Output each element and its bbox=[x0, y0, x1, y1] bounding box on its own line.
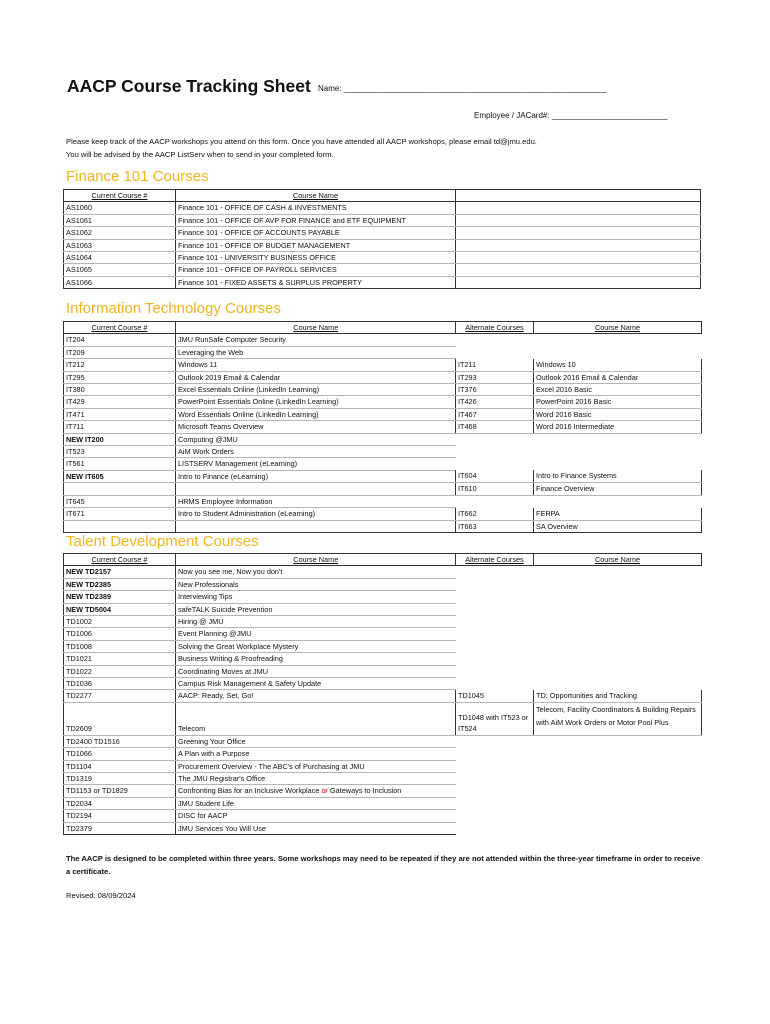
course-name-a: Confronting Bias for an Inclusive Workplace bbox=[178, 786, 320, 796]
table-row bbox=[64, 214, 701, 226]
course-name: AACP: Ready, Set, Go! bbox=[176, 690, 456, 702]
table-row bbox=[64, 810, 702, 822]
alternate-course-name bbox=[534, 495, 702, 507]
course-number bbox=[64, 520, 176, 532]
course-name: Hiring @ JMU bbox=[176, 616, 456, 628]
alternate-course-number bbox=[456, 578, 534, 590]
alternate-course-name bbox=[534, 616, 702, 628]
course-name: Solving the Great Workplace Mystery bbox=[176, 640, 456, 652]
table-row bbox=[64, 591, 702, 603]
course-name: A Plan with a Purpose bbox=[176, 748, 456, 760]
alternate-course-number bbox=[456, 628, 534, 640]
table-row bbox=[64, 566, 702, 578]
course-number: AS1064 bbox=[64, 252, 176, 264]
course-name: Finance 101 - OFFICE OF ACCOUNTS PAYABLE bbox=[176, 227, 456, 239]
alternate-course-number: IT662 bbox=[456, 508, 534, 520]
course-name: Outlook 2019 Email & Calendar bbox=[176, 371, 456, 383]
alternate-course-number: TD1045 bbox=[456, 690, 534, 702]
table-row bbox=[64, 735, 702, 747]
alternate-course-number: IT211 bbox=[456, 359, 534, 371]
table-row bbox=[64, 690, 702, 702]
course-name: Coordinating Moves at JMU bbox=[176, 665, 456, 677]
alternate-course-number: IT467 bbox=[456, 408, 534, 420]
checkbox-cell bbox=[456, 214, 701, 226]
course-name: Leveraging the Web bbox=[176, 346, 456, 358]
table-row bbox=[64, 359, 702, 371]
course-number: AS1065 bbox=[64, 264, 176, 276]
course-number: NEW IT200 bbox=[64, 433, 176, 445]
alternate-course-number bbox=[456, 334, 534, 346]
alternate-course-name: Excel 2016 Basic bbox=[534, 384, 702, 396]
course-number: IT561 bbox=[64, 458, 176, 470]
alternate-course-number bbox=[456, 822, 534, 834]
course-number: AS1066 bbox=[64, 276, 176, 288]
course-number: TD2609 bbox=[64, 702, 176, 735]
checkbox-cell bbox=[456, 264, 701, 276]
course-number: IT429 bbox=[64, 396, 176, 408]
course-number: AS1063 bbox=[64, 239, 176, 251]
or-connector: or bbox=[321, 786, 328, 796]
course-name bbox=[176, 483, 456, 495]
course-name: Campus Risk Management & Safety Update bbox=[176, 678, 456, 690]
checkbox-cell bbox=[456, 239, 701, 251]
course-number: AS1062 bbox=[64, 227, 176, 239]
course-number: TD2034 bbox=[64, 797, 176, 809]
course-number: IT209 bbox=[64, 346, 176, 358]
col-header-course-number: Current Course # bbox=[64, 554, 176, 566]
alternate-course-number: IT468 bbox=[456, 421, 534, 433]
table-row bbox=[64, 578, 702, 590]
table-row bbox=[64, 772, 702, 784]
table-row bbox=[64, 421, 702, 433]
course-number: IT471 bbox=[64, 408, 176, 420]
course-number: IT645 bbox=[64, 495, 176, 507]
table-row bbox=[64, 797, 702, 809]
alternate-course-number bbox=[456, 433, 534, 445]
course-name: Word Essentials Online (LinkedIn Learning) bbox=[176, 408, 456, 420]
course-name: safeTALK Suicide Prevention bbox=[176, 603, 456, 615]
name-field[interactable]: Name: ___________________________________________________________ bbox=[318, 84, 607, 93]
table-row bbox=[64, 822, 702, 834]
alternate-course-name bbox=[534, 458, 702, 470]
table-row bbox=[64, 628, 702, 640]
course-name: Windows 11 bbox=[176, 359, 456, 371]
it-heading: Information Technology Courses bbox=[66, 300, 281, 317]
course-number: TD1036 bbox=[64, 678, 176, 690]
course-name: Finance 101 - OFFICE OF BUDGET MANAGEMENT bbox=[176, 239, 456, 251]
col-header-course-name: Course Name bbox=[176, 554, 456, 566]
alternate-course-name bbox=[534, 591, 702, 603]
course-name: Greening Your Office bbox=[176, 735, 456, 747]
alternate-course-number bbox=[456, 458, 534, 470]
course-number-b: TD1829 bbox=[101, 786, 128, 796]
course-number: IT380 bbox=[64, 384, 176, 396]
course-number: TD1006 bbox=[64, 628, 176, 640]
col-header-blank bbox=[456, 190, 701, 202]
course-number: AS1060 bbox=[64, 202, 176, 214]
instructions-line-1: Please keep track of the AACP workshops you attend on this form. Once you have attended all AACP workshops, please email td@jmu.edu. bbox=[66, 137, 537, 146]
course-number: TD2277 bbox=[64, 690, 176, 702]
course-name: Telecom bbox=[176, 702, 456, 735]
col-header-course-number: Current Course # bbox=[64, 322, 176, 334]
alternate-course-name bbox=[534, 566, 702, 578]
course-name bbox=[176, 785, 456, 797]
col-header-course-name: Course Name bbox=[176, 322, 456, 334]
alternate-course-name bbox=[534, 446, 702, 458]
table-row bbox=[64, 508, 702, 520]
course-name: JMU Student Life bbox=[176, 797, 456, 809]
course-name: Microsoft Teams Overview bbox=[176, 421, 456, 433]
table-row bbox=[64, 408, 702, 420]
course-name: Finance 101 - UNIVERSITY BUSINESS OFFICE bbox=[176, 252, 456, 264]
table-row bbox=[64, 252, 701, 264]
course-number: IT523 bbox=[64, 446, 176, 458]
course-number bbox=[64, 785, 176, 797]
alternate-course-number bbox=[456, 591, 534, 603]
alternate-course-name bbox=[534, 678, 702, 690]
course-name: Finance 101 - OFFICE OF AVP FOR FINANCE and ETF EQUIPMENT bbox=[176, 214, 456, 226]
table-row bbox=[64, 346, 702, 358]
alternate-course-name bbox=[534, 748, 702, 760]
course-number: AS1061 bbox=[64, 214, 176, 226]
course-number: NEW TD2389 bbox=[64, 591, 176, 603]
alternate-course-name bbox=[534, 653, 702, 665]
or-connector: or bbox=[93, 786, 100, 796]
course-number: TD2194 bbox=[64, 810, 176, 822]
course-name: The JMU Registrar's Office bbox=[176, 772, 456, 784]
alternate-course-number: IT610 bbox=[456, 483, 534, 495]
alternate-course-number bbox=[456, 653, 534, 665]
finance-heading: Finance 101 Courses bbox=[66, 168, 209, 185]
checkbox-cell bbox=[456, 227, 701, 239]
col-header-alternate-name: Course Name bbox=[534, 322, 702, 334]
course-number bbox=[64, 483, 176, 495]
table-row bbox=[64, 384, 702, 396]
course-name: Intro to Student Administration (eLearning) bbox=[176, 508, 456, 520]
course-name: JMU RunSafe Computer Security bbox=[176, 334, 456, 346]
alternate-course-number bbox=[456, 735, 534, 747]
table-row bbox=[64, 470, 702, 482]
alternate-course-number: IT293 bbox=[456, 371, 534, 383]
course-number: NEW TD5004 bbox=[64, 603, 176, 615]
alternate-course-number: IT426 bbox=[456, 396, 534, 408]
col-header-course-name: Course Name bbox=[176, 190, 456, 202]
td-heading: Talent Development Courses bbox=[66, 533, 259, 550]
table-row bbox=[64, 495, 702, 507]
col-header-alternate-courses: Alternate Courses bbox=[456, 322, 534, 334]
table-row bbox=[64, 446, 702, 458]
alternate-course-name: Outlook 2016 Email & Calendar bbox=[534, 371, 702, 383]
alternate-course-number bbox=[456, 640, 534, 652]
course-name: PowerPoint Essentials Online (LinkedIn Learning) bbox=[176, 396, 456, 408]
course-name: Now you see me, Now you don't bbox=[176, 566, 456, 578]
alternate-course-name bbox=[534, 797, 702, 809]
alternate-course-name: Word 2016 Intermediate bbox=[534, 421, 702, 433]
table-row bbox=[64, 227, 701, 239]
alternate-course-number bbox=[456, 772, 534, 784]
course-name: Interviewing Tips bbox=[176, 591, 456, 603]
course-number: NEW TD2157 bbox=[64, 566, 176, 578]
finance-table bbox=[63, 189, 701, 289]
course-name: Finance 101 - OFFICE OF PAYROLL SERVICES bbox=[176, 264, 456, 276]
course-name: DISC for AACP bbox=[176, 810, 456, 822]
alternate-course-number bbox=[456, 760, 534, 772]
course-number: TD1104 bbox=[64, 760, 176, 772]
alternate-course-number bbox=[456, 603, 534, 615]
table-row bbox=[64, 371, 702, 383]
alternate-course-name bbox=[534, 822, 702, 834]
alternate-course-name bbox=[534, 760, 702, 772]
course-name bbox=[176, 520, 456, 532]
alternate-course-name: Intro to Finance Systems bbox=[534, 470, 702, 482]
col-header-course-number: Current Course # bbox=[64, 190, 176, 202]
page-title: AACP Course Tracking Sheet bbox=[67, 76, 311, 96]
course-number-a: TD1153 bbox=[66, 786, 92, 796]
checkbox-cell bbox=[456, 252, 701, 264]
course-number: NEW TD2385 bbox=[64, 578, 176, 590]
course-number: IT671 bbox=[64, 508, 176, 520]
course-name-b: Gateways to Inclusion bbox=[329, 786, 402, 796]
table-row bbox=[64, 678, 702, 690]
alternate-course-name: Windows 10 bbox=[534, 359, 702, 371]
alternate-course-name bbox=[534, 628, 702, 640]
table-row bbox=[64, 653, 702, 665]
course-number: TD1022 bbox=[64, 665, 176, 677]
alternate-course-number bbox=[456, 678, 534, 690]
alternate-course-number: IT604 bbox=[456, 470, 534, 482]
alternate-course-number bbox=[456, 616, 534, 628]
course-name: Computing @JMU bbox=[176, 433, 456, 445]
alternate-course-name bbox=[534, 772, 702, 784]
table-row bbox=[64, 702, 702, 735]
course-number: TD1021 bbox=[64, 653, 176, 665]
alternate-course-name: Finance Overview bbox=[534, 483, 702, 495]
it-table bbox=[63, 321, 702, 533]
alternate-course-name bbox=[534, 578, 702, 590]
table-row bbox=[64, 483, 702, 495]
course-name: New Professionals bbox=[176, 578, 456, 590]
checkbox-cell bbox=[456, 276, 701, 288]
course-name: Excel Essentials Online (LinkedIn Learning) bbox=[176, 384, 456, 396]
employee-id-field[interactable]: Employee / JACard#: __________________________ bbox=[474, 111, 668, 120]
alternate-course-number: TD1048 with IT523 or IT524 bbox=[456, 702, 534, 735]
alternate-course-number bbox=[456, 748, 534, 760]
course-name: Intro to Finance (eLearning) bbox=[176, 470, 456, 482]
course-number: IT295 bbox=[64, 371, 176, 383]
instructions bbox=[66, 135, 537, 161]
table-row bbox=[64, 239, 701, 251]
course-name: Finance 101 - OFFICE OF CASH & INVESTMENTS bbox=[176, 202, 456, 214]
alternate-course-number: IT376 bbox=[456, 384, 534, 396]
alternate-course-name: FERPA bbox=[534, 508, 702, 520]
td-table bbox=[63, 553, 702, 835]
alternate-course-name bbox=[534, 433, 702, 445]
course-number: TD1066 bbox=[64, 748, 176, 760]
alternate-course-number bbox=[456, 665, 534, 677]
table-row bbox=[64, 520, 702, 532]
checkbox-cell bbox=[456, 202, 701, 214]
course-number: NEW IT605 bbox=[64, 470, 176, 482]
table-row bbox=[64, 433, 702, 445]
completion-note: The AACP is designed to be completed within three years. Some workshops may need to be repeated if they are not attended within the three-year timeframe in order to receive a certificate. bbox=[66, 854, 701, 876]
course-name: LISTSERV Management (eLearning) bbox=[176, 458, 456, 470]
course-name: Event Planning @JMU bbox=[176, 628, 456, 640]
empty-cell bbox=[534, 785, 702, 797]
course-name: AiM Work Orders bbox=[176, 446, 456, 458]
course-name: HRMS Employee Information bbox=[176, 495, 456, 507]
alternate-course-number bbox=[456, 495, 534, 507]
alternate-course-name bbox=[534, 346, 702, 358]
course-number: TD2400 TD1516 bbox=[64, 735, 176, 747]
table-row bbox=[64, 334, 702, 346]
course-number: TD1002 bbox=[64, 616, 176, 628]
table-row bbox=[64, 603, 702, 615]
alternate-course-name: Telecom, Facility Coordinators & Building Repairs with AiM Work Orders or Motor Pool Plus bbox=[534, 702, 702, 735]
table-row bbox=[64, 785, 702, 797]
alternate-course-number bbox=[456, 446, 534, 458]
table-row bbox=[64, 616, 702, 628]
alternate-course-name bbox=[534, 640, 702, 652]
table-row bbox=[64, 276, 701, 288]
alternate-course-name bbox=[534, 334, 702, 346]
alternate-course-number: IT663 bbox=[456, 520, 534, 532]
table-row bbox=[64, 760, 702, 772]
course-number: TD2379 bbox=[64, 822, 176, 834]
course-name: Finance 101 - FIXED ASSETS & SURPLUS PROPERTY bbox=[176, 276, 456, 288]
alternate-course-name bbox=[534, 603, 702, 615]
course-number: IT204 bbox=[64, 334, 176, 346]
alternate-course-number bbox=[456, 566, 534, 578]
course-name: Procurement Overview - The ABC's of Purchasing at JMU bbox=[176, 760, 456, 772]
empty-cell bbox=[456, 785, 534, 797]
course-name: JMU Services You Will Use bbox=[176, 822, 456, 834]
table-row bbox=[64, 264, 701, 276]
alternate-course-name: TD: Opportunities and Tracking bbox=[534, 690, 702, 702]
revised-date: Revised: 08/09/2024 bbox=[66, 891, 136, 900]
alternate-course-number bbox=[456, 797, 534, 809]
table-row bbox=[64, 202, 701, 214]
alternate-course-name bbox=[534, 665, 702, 677]
table-row bbox=[64, 458, 702, 470]
table-row bbox=[64, 748, 702, 760]
alternate-course-name bbox=[534, 735, 702, 747]
alternate-course-number bbox=[456, 810, 534, 822]
course-number: TD1319 bbox=[64, 772, 176, 784]
course-number: IT212 bbox=[64, 359, 176, 371]
instructions-line-2: You will be advised by the AACP ListServ when to send in your completed form. bbox=[66, 150, 334, 159]
table-row bbox=[64, 640, 702, 652]
table-row bbox=[64, 665, 702, 677]
table-row bbox=[64, 396, 702, 408]
course-number: TD1008 bbox=[64, 640, 176, 652]
alternate-course-number bbox=[456, 346, 534, 358]
col-header-alternate-name: Course Name bbox=[534, 554, 702, 566]
alternate-course-name: SA Overview bbox=[534, 520, 702, 532]
course-name: Business Writing & Proofreading bbox=[176, 653, 456, 665]
course-number: IT711 bbox=[64, 421, 176, 433]
alternate-course-name bbox=[534, 810, 702, 822]
col-header-alternate-courses: Alternate Courses bbox=[456, 554, 534, 566]
alternate-course-name: PowerPoint 2016 Basic bbox=[534, 396, 702, 408]
alternate-course-name: Word 2016 Basic bbox=[534, 408, 702, 420]
